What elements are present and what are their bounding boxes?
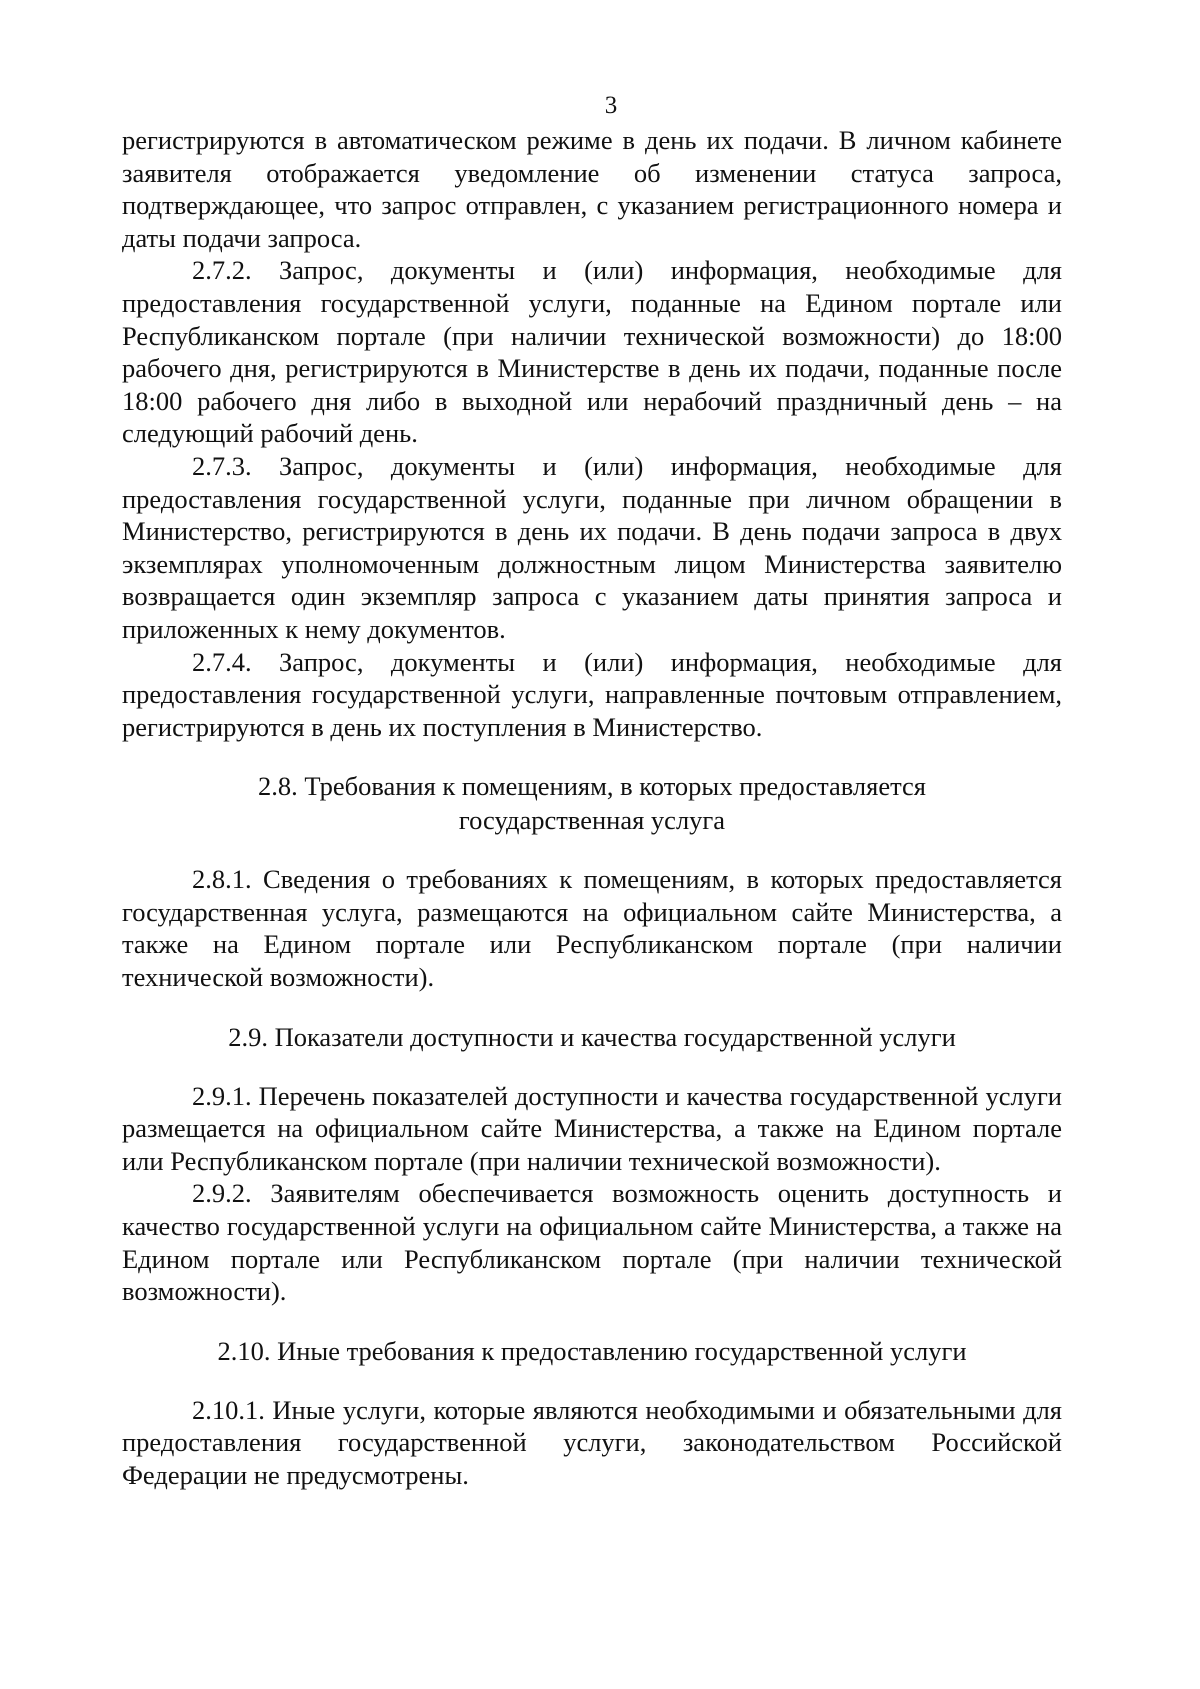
- section-heading-2-8: [122, 769, 1062, 837]
- section-heading-2-9: 2.9. Показатели доступности и качества государственной услуги: [228, 1021, 956, 1052]
- section-heading-2-8-line-1: 2.8. Требования к помещениям, в которых предоставляется: [258, 771, 926, 802]
- paragraph-2-7-3: 2.7.3. Запрос, документы и (или) информация, необходимые для предоставления государственной услуги, поданные при личном обращении в Министерство, регистрируются в день их подачи. В день подачи запроса в двух экземплярах уполномоченным должностным лицом Министерства заявителю возвращается один экземпляр запроса с указанием даты принятия запроса и приложенных к нему документов.: [122, 450, 1062, 644]
- page-number: 3: [604, 92, 618, 119]
- paragraph-2-10-1: 2.10.1. Иные услуги, которые являются необходимыми и обязательными для предоставления государственной услуги, законодательством Российской Федерации не предусмотрены.: [122, 1394, 1062, 1490]
- paragraph-continuation: регистрируются в автоматическом режиме в день их подачи. В личном кабинете заявителя отображается уведомление об изменении статуса запроса, подтверждающее, что запрос отправлен, с указанием регистрационного номера и даты подачи запроса.: [122, 125, 1062, 253]
- paragraph-2-9-2: 2.9.2. Заявителям обеспечивается возможность оценить доступность и качество государственной услуги на официальном сайте Министерства, а также на Едином портале или Республиканском портале (при наличии технической возможности).: [122, 1178, 1062, 1307]
- section-heading-2-10: 2.10. Иные требования к предоставлению государственной услуги: [217, 1335, 967, 1366]
- paragraph-2-9-1: 2.9.1. Перечень показателей доступности и качества государственной услуги размещается на официальном сайте Министерства, а также на Едином портале или Республиканском портале (при наличии технической возможности).: [122, 1080, 1062, 1176]
- paragraph-2-7-2: 2.7.2. Запрос, документы и (или) информация, необходимые для предоставления государственной услуги, поданные на Едином портале или Республиканском портале (при наличии технической возможности) до 18:00 рабочего дня, регистрируются в Министерстве в день их подачи, поданные после 18:00 рабочего дня либо в выходной или нерабочий праздничный день – на следующий рабочий день.: [122, 255, 1062, 449]
- document-page: [122, 86, 1062, 1492]
- paragraph-2-7-4: 2.7.4. Запрос, документы и (или) информация, необходимые для предоставления государственной услуги, направленные почтовым отправлением, регистрируются в день их поступления в Министерство.: [122, 646, 1062, 742]
- section-heading-2-8-line-2: государственная услуга: [458, 805, 726, 836]
- paragraph-2-8-1: 2.8.1. Сведения о требованиях к помещениям, в которых предоставляется государственная услуга, размещаются на официальном сайте Министерства, а также на Едином портале или Республиканском портале (при наличии технической возможности).: [122, 864, 1062, 993]
